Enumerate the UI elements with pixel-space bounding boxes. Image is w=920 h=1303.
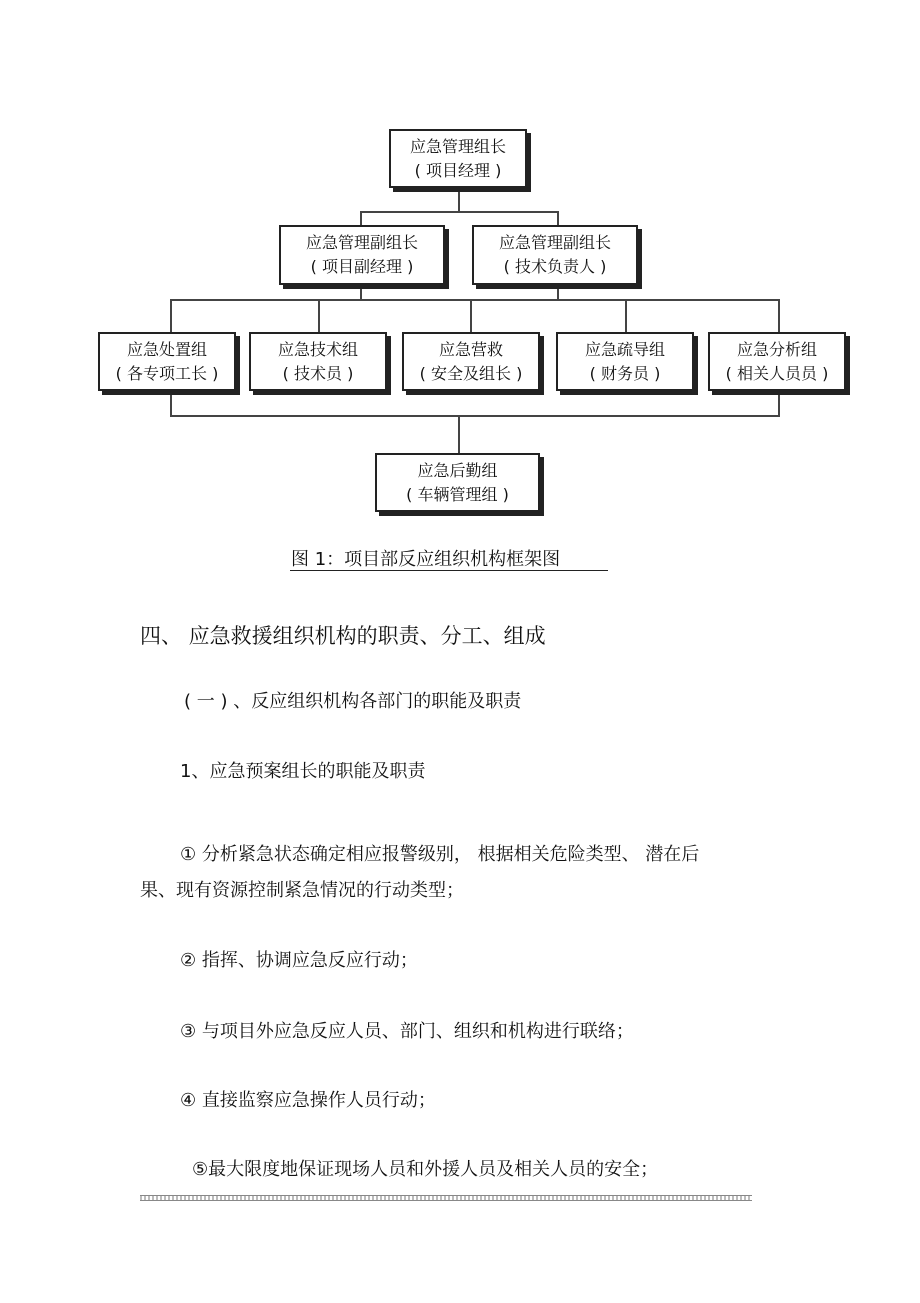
- org-box-group-1-title: 应急处置组: [126, 339, 207, 359]
- connector-group5-up: [778, 299, 780, 333]
- figure-caption: 图 1：项目部反应组织机构框架图: [291, 549, 561, 570]
- org-box-leader-title: 应急管理组长: [409, 136, 506, 156]
- org-box-leader-sub: ( 项目经理 ): [414, 160, 502, 180]
- duty-5: ⑤最大限度地保证现场人员和外援人员及相关人员的安全；: [192, 1159, 659, 1180]
- duty-1-line-2: 果、现有资源控制紧急情况的行动类型；: [140, 880, 464, 901]
- org-box-group-3-title: 应急营救: [438, 339, 503, 359]
- org-box-group-2-title: 应急技术组: [277, 339, 358, 359]
- org-box-group-5: [708, 332, 846, 391]
- connector-bottom-bar: [170, 415, 780, 417]
- org-box-group-2: [249, 332, 387, 391]
- connector-group2-up: [318, 299, 320, 333]
- connector-deputies-bar: [360, 211, 559, 213]
- connector-group1-down: [170, 391, 172, 417]
- org-box-logistics: [375, 453, 540, 512]
- subsection-heading: ( 一 ) 、反应组织机构各部门的职能及职责: [184, 691, 522, 712]
- page-bottom-rule: [140, 1195, 752, 1201]
- org-box-group-2-sub: ( 技术员 ): [282, 363, 354, 383]
- org-box-deputy-2: [472, 225, 638, 285]
- org-box-deputy-1-title: 应急管理副组长: [305, 233, 418, 252]
- org-box-deputy-2-title: 应急管理副组长: [498, 233, 611, 252]
- section-heading: 四、 应急救援组织机构的职责、分工、组成: [140, 624, 546, 648]
- connector-leader-down: [458, 188, 460, 212]
- connector-groups-bar: [170, 299, 780, 301]
- duty-3: ③ 与项目外应急反应人员、部门、组织和机构进行联络；: [180, 1021, 634, 1042]
- connector-group4-up: [625, 299, 627, 333]
- org-box-group-3-sub: ( 安全及组长 ): [419, 363, 523, 383]
- duty-2: ② 指挥、协调应急反应行动；: [180, 950, 418, 971]
- item-heading: 1、应急预案组长的职能及职责: [180, 761, 426, 782]
- caption-underline: [290, 570, 608, 571]
- org-box-group-4-title: 应急疏导组: [584, 339, 665, 359]
- connector-group1-up: [170, 299, 172, 333]
- org-box-logistics-title: 应急后勤组: [417, 460, 498, 480]
- org-box-logistics-sub: ( 车辆管理组 ): [406, 484, 509, 504]
- org-box-deputy-1-sub: ( 项目副经理 ): [310, 257, 414, 276]
- org-box-deputy-2-sub: ( 技术负责人 ): [503, 257, 607, 276]
- org-box-group-4: [556, 332, 694, 391]
- duty-1-line-1: ① 分析紧急状态确定相应报警级别， 根据相关危险类型、 潜在后: [180, 844, 700, 865]
- org-box-deputy-1: [279, 225, 445, 285]
- org-box-group-1: [98, 332, 236, 391]
- org-box-group-5-title: 应急分析组: [736, 339, 817, 359]
- connector-group5-down: [778, 391, 780, 417]
- org-box-leader: [389, 129, 527, 188]
- org-box-group-3: [402, 332, 540, 391]
- connector-logistics-up: [458, 415, 460, 453]
- org-box-group-5-sub: ( 相关人员员 ): [725, 363, 829, 383]
- connector-group3-up: [470, 299, 472, 333]
- duty-4: ④ 直接监察应急操作人员行动；: [180, 1090, 436, 1111]
- org-box-group-4-sub: ( 财务员 ): [589, 363, 661, 383]
- org-box-group-1-sub: ( 各专项工长 ): [115, 363, 219, 383]
